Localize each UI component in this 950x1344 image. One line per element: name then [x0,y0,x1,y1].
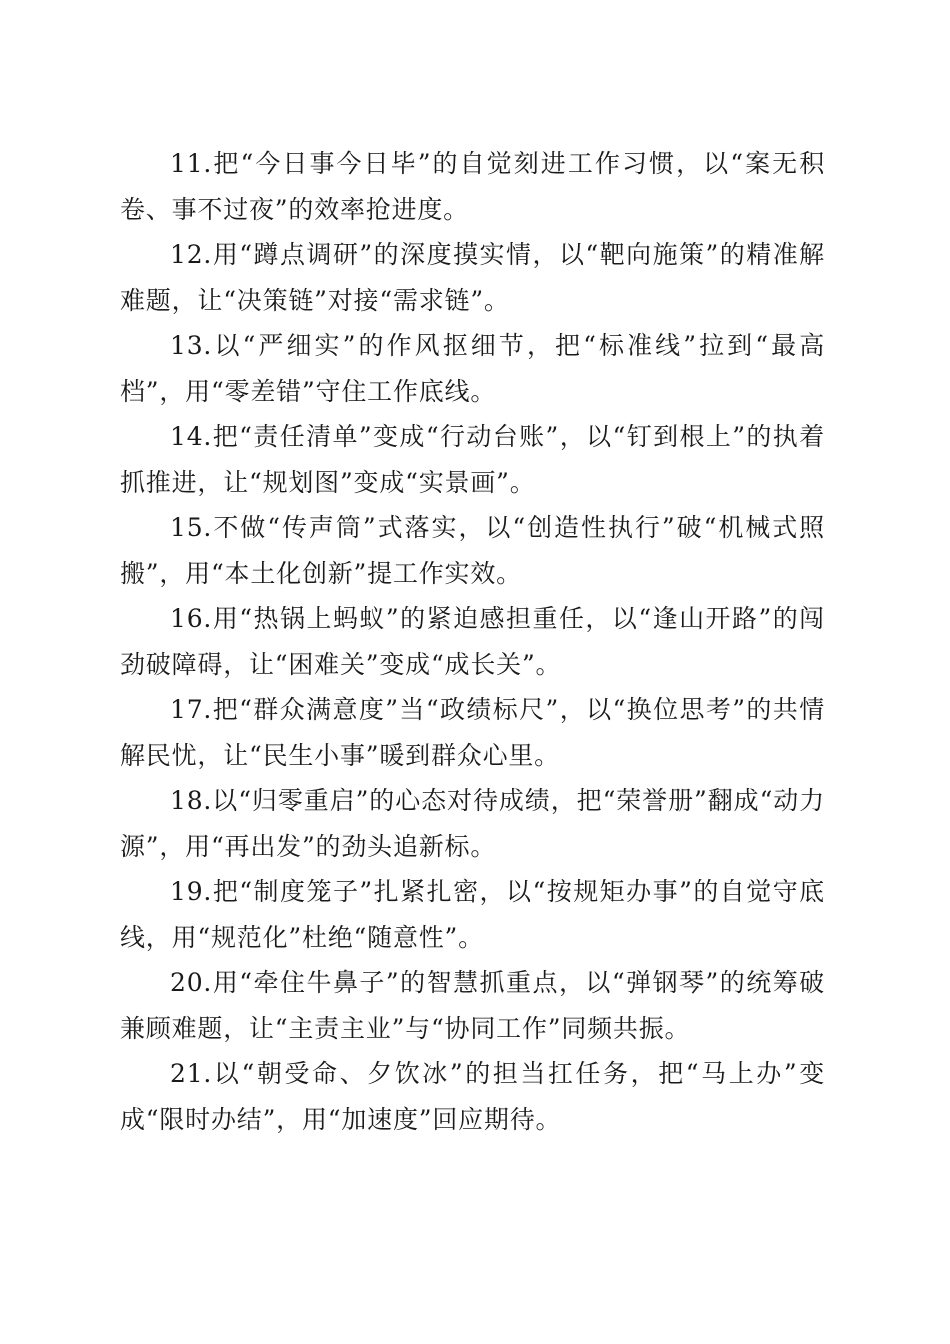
paragraph-11: 11.把“今日事今日毕”的自觉刻进工作习惯，以“案无积卷、事不过夜”的效率抢进度。 [120,149,825,224]
paragraph-16: 16.用“热锅上蚂蚁”的紧迫感担重任，以“逢山开路”的闯劲破障碍，让“困难关”变成“成长关”。 [120,604,825,679]
paragraph-12: 12.用“蹲点调研”的深度摸实情，以“靶向施策”的精准解难题，让“决策链”对接“需求链”。 [120,240,825,315]
paragraph-19: 19.把“制度笼子”扎紧扎密，以“按规矩办事”的自觉守底线，用“规范化”杜绝“随意性”。 [120,877,825,952]
paragraph-20: 20.用“牵住牛鼻子”的智慧抓重点，以“弹钢琴”的统筹破兼顾难题，让“主责主业”与“协同工作”同频共振。 [120,968,825,1043]
paragraph-17: 17.把“群众满意度”当“政绩标尺”，以“换位思考”的共情解民忧，让“民生小事”暖到群众心里。 [120,695,825,770]
paragraph-14: 14.把“责任清单”变成“行动台账”，以“钉到根上”的执着抓推进，让“规划图”变成“实景画”。 [120,422,825,497]
paragraph-18: 18.以“归零重启”的心态对待成绩，把“荣誉册”翻成“动力源”，用“再出发”的劲头追新标。 [120,786,825,861]
document-body [120,141,825,1142]
paragraph-13: 13.以“严细实”的作风抠细节，把“标准线”拉到“最高档”，用“零差错”守住工作底线。 [120,331,825,406]
paragraph-15: 15.不做“传声筒”式落实，以“创造性执行”破“机械式照搬”，用“本土化创新”提工作实效。 [120,513,825,588]
paragraph-21: 21.以“朝受命、夕饮冰”的担当扛任务，把“马上办”变成“限时办结”，用“加速度”回应期待。 [120,1059,825,1134]
